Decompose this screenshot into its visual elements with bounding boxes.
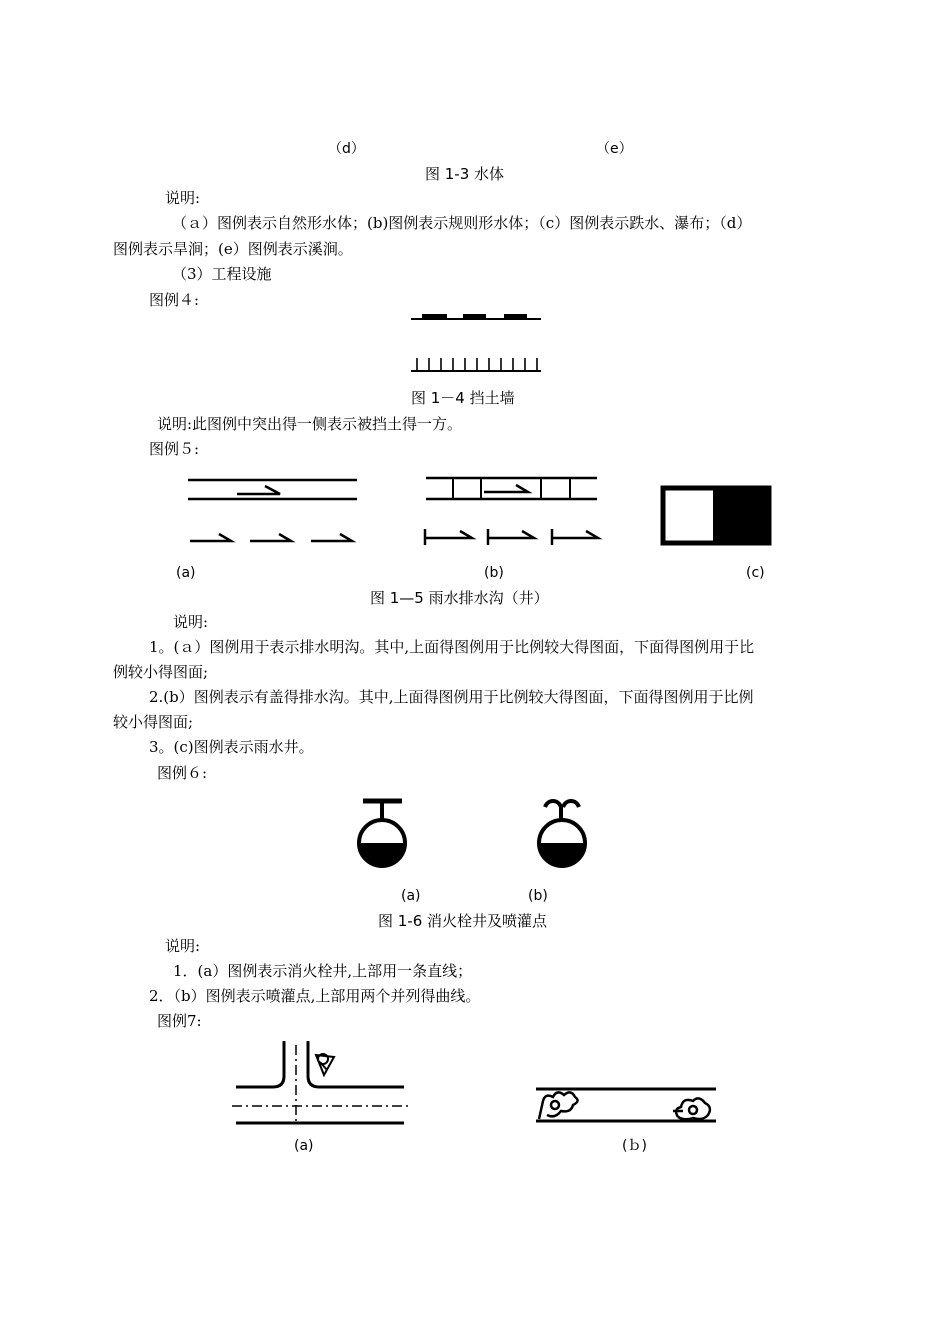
legend4-caption: 图 1－4 挡土墙: [411, 389, 515, 407]
fig13-label-d: （d）: [328, 141, 365, 157]
legend5-caption: 图 1—5 雨水排水沟（井）: [370, 589, 549, 607]
legend6-note-heading: 说明:: [165, 937, 201, 955]
legend5-label-c: (c): [746, 565, 765, 581]
legend6-caption: 图 1-6 消火栓井及喷灌点: [378, 912, 548, 930]
rain-well-symbol: [660, 485, 775, 547]
legend6-item1: 1．(a）图例表示消火栓井,上部用一条直线；: [173, 962, 473, 980]
legend5-note-heading: 说明:: [173, 613, 209, 631]
legend5-item2-line2: 较小得图面;: [113, 713, 194, 731]
legend5-heading: 图例５:: [149, 440, 200, 458]
fire-hydrant-well-symbol: [350, 795, 415, 875]
legend4-note: 说明:此图例中突出得一侧表示被挡土得一方。: [157, 415, 463, 433]
note1-line2: 图例表示旱涧；(e）图例表示溪涧。: [113, 240, 353, 258]
fig13-label-e: （e）: [596, 141, 633, 157]
legend6-heading: 图例６:: [157, 764, 208, 782]
note1-heading: 说明:: [165, 189, 201, 207]
legend5-item3: 3。(c)图例表示雨水井。: [149, 738, 314, 756]
legend6-label-b: (b): [528, 888, 548, 904]
legend5-item1-line2: 例较小得图面;: [113, 663, 209, 681]
legend7-label-b: (ｂ): [622, 1138, 647, 1154]
road-edge-planting-symbol: [533, 1083, 723, 1128]
retaining-wall-symbol: [405, 308, 545, 378]
legend5-item1-line1: 1。(ａ）图例用于表示排水明沟。其中,上面得图例用于比例较大得图面，下面得图例用于比: [149, 638, 755, 656]
legend4-heading: 图例４:: [149, 291, 200, 309]
legend6-label-a: (a): [401, 888, 421, 904]
legend5-item2-line1: 2.(b）图例表示有盖得排水沟。其中,上面得图例用于比例较大得图面，下面得图例用于比例: [149, 688, 754, 706]
sprinkler-point-symbol: [530, 795, 595, 875]
legend6-item2: 2．（b）图例表示喷灌点,上部用两个并列得曲线。: [149, 987, 481, 1005]
open-ditch-symbol: [185, 474, 365, 549]
legend7-label-a: (a): [294, 1138, 314, 1154]
fig13-caption: 图 1-3 水体: [425, 165, 505, 183]
section3-heading: （3）工程设施: [172, 265, 272, 283]
legend7-heading: 图例7:: [157, 1012, 202, 1030]
note1-line1: （ａ）图例表示自然形水体；(b)图例表示规则形水体；（c）图例表示跌水、瀑布；（d）: [172, 214, 752, 232]
covered-ditch-symbol: [420, 474, 605, 549]
legend5-label-b: (b): [484, 565, 504, 581]
legend5-label-a: (a): [176, 565, 196, 581]
road-junction-symbol: [228, 1035, 413, 1130]
